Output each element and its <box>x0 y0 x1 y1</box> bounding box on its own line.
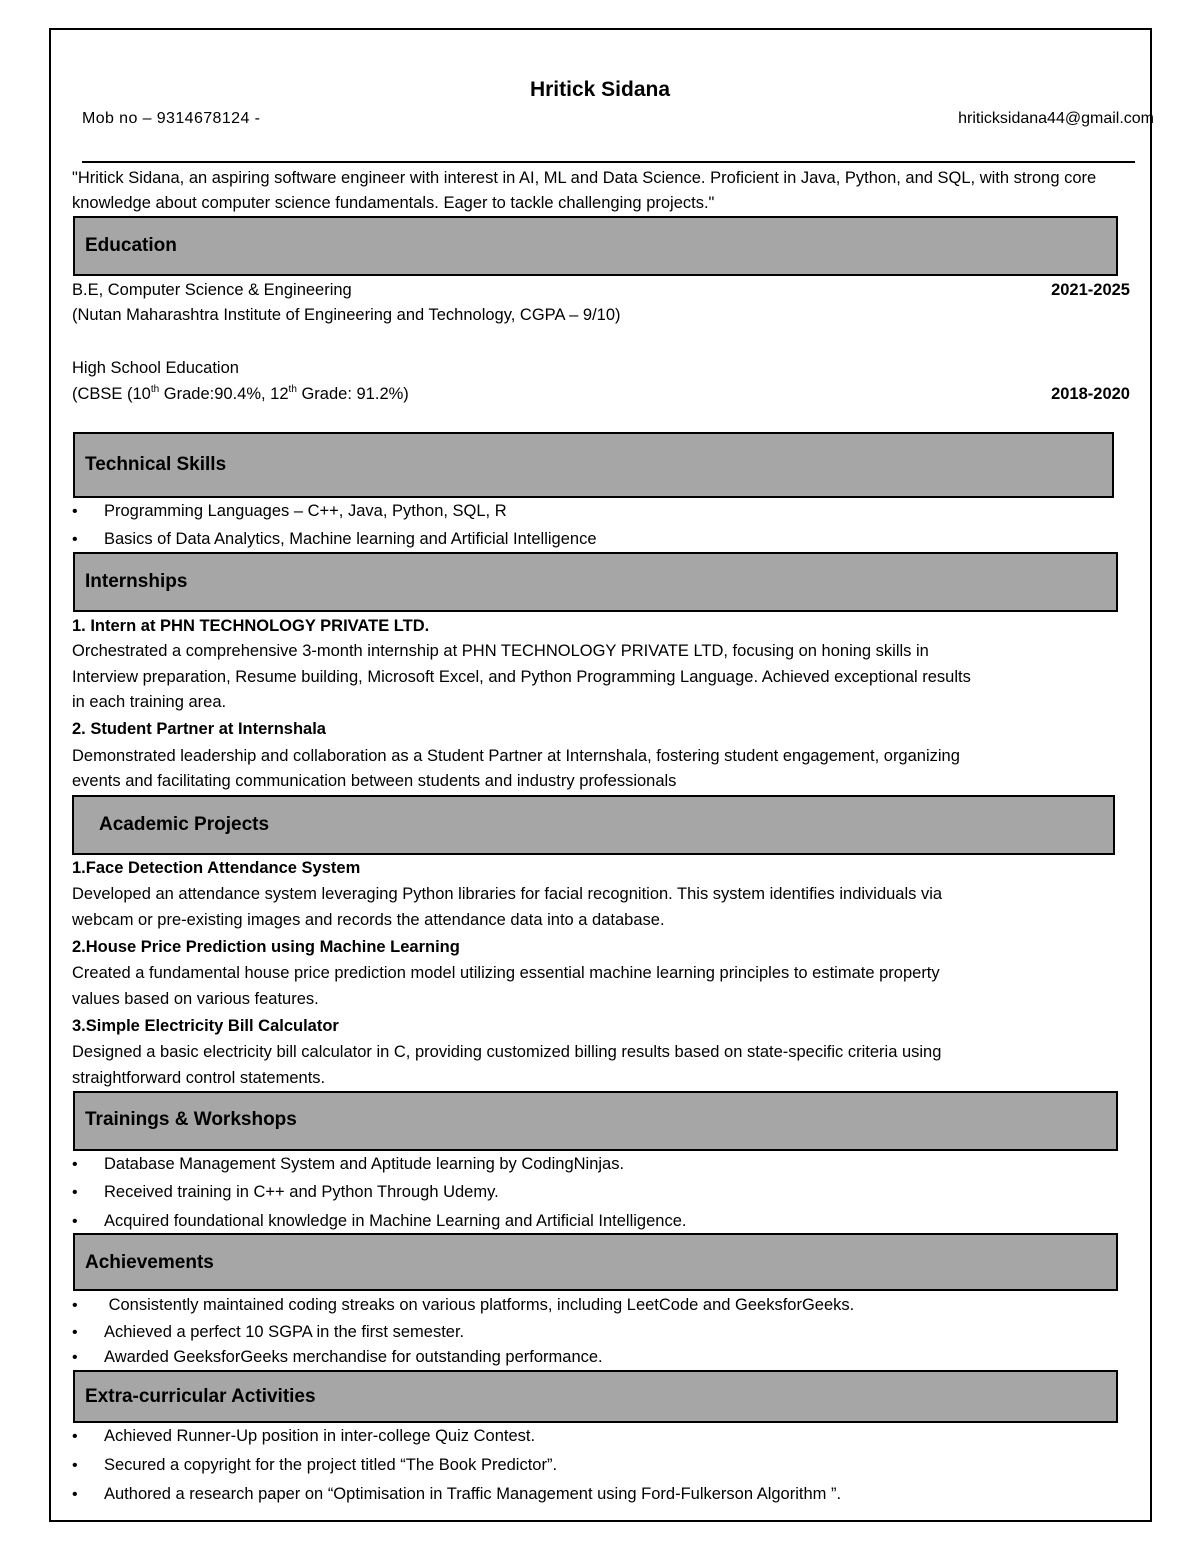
achievements-section-bar <box>73 1233 1118 1291</box>
bullet-icon: • <box>72 503 78 520</box>
bullet-icon: • <box>72 1428 78 1445</box>
list-item: Achieved Runner-Up position in inter-college Quiz Contest. <box>104 1427 536 1445</box>
project-heading: 1.Face Detection Attendance System <box>72 859 361 877</box>
project-heading: 3.Simple Electricity Bill Calculator <box>72 1017 339 1035</box>
trainings-title: Trainings & Workshops <box>85 1109 297 1130</box>
list-item: Acquired foundational knowledge in Machine Learning and Artificial Intelligence. <box>104 1212 687 1230</box>
internship-line: Demonstrated leadership and collaboration as a Student Partner at Internshala, fostering student engagement, organizing <box>72 747 960 765</box>
project-line: Designed a basic electricity bill calculator in C, providing customized billing results based on state-specific criteria using <box>72 1043 942 1061</box>
degree-name: B.E, Computer Science & Engineering <box>72 281 352 299</box>
list-item: Achieved a perfect 10 SGPA in the first semester. <box>104 1323 465 1341</box>
list-item: Basics of Data Analytics, Machine learning and Artificial Intelligence <box>104 530 597 548</box>
project-line: Developed an attendance system leveraging Python libraries for facial recognition. This system identifies individuals via <box>72 885 943 903</box>
bullet-icon: • <box>72 1486 78 1503</box>
email-address: hriticksidana44@gmail.com <box>958 110 1154 127</box>
projects-title: Academic Projects <box>99 814 270 835</box>
internship-heading: 1. Intern at PHN TECHNOLOGY PRIVATE LTD. <box>72 617 430 635</box>
list-item: Awarded GeeksforGeeks merchandise for outstanding performance. <box>104 1348 603 1366</box>
project-line: straightforward control statements. <box>72 1069 326 1087</box>
school-grades: (CBSE (10th Grade:90.4%, 12th Grade: 91.2%) <box>72 384 409 403</box>
project-line: Created a fundamental house price prediction model utilizing essential machine learning principles to estimate property <box>72 964 940 982</box>
bullet-icon: • <box>72 1349 78 1366</box>
list-item: Programming Languages – C++, Java, Python, SQL, R <box>104 502 507 520</box>
internship-line: events and facilitating communication between students and industry professionals <box>72 772 677 790</box>
education-title: Education <box>85 235 177 256</box>
bullet-icon: • <box>72 1297 78 1314</box>
profile-summary: "Hritick Sidana, an aspiring software engineer with interest in AI, ML and Data Science. Proficient in Java, Python, and SQL, with strong core knowledge about computer science fundamentals. Eager to tackle challenging projects." <box>72 169 1097 212</box>
internship-heading: 2. Student Partner at Internshala <box>72 720 326 738</box>
internship-line: in each training area. <box>72 693 227 711</box>
internships-section-bar <box>73 552 1118 612</box>
degree-institute: (Nutan Maharashtra Institute of Engineering and Technology, CGPA – 9/10) <box>72 306 621 324</box>
skills-title: Technical Skills <box>85 454 227 475</box>
bullet-icon: • <box>72 1213 78 1230</box>
internship-line: Orchestrated a comprehensive 3-month internship at PHN TECHNOLOGY PRIVATE LTD, focusing on honing skills in <box>72 642 929 660</box>
list-item: Consistently maintained coding streaks on various platforms, including LeetCode and GeeksforGeeks. <box>104 1296 855 1314</box>
bullet-icon: • <box>72 1324 78 1341</box>
school-name: High School Education <box>72 359 239 377</box>
extracurricular-title: Extra-curricular Activities <box>85 1386 316 1407</box>
list-item: Database Management System and Aptitude learning by CodingNinjas. <box>104 1155 625 1173</box>
school-years: 2018-2020 <box>1051 385 1130 403</box>
bullet-icon: • <box>72 531 78 548</box>
degree-years: 2021-2025 <box>1051 281 1130 299</box>
achievements-title: Achievements <box>85 1252 214 1273</box>
project-heading: 2.House Price Prediction using Machine Learning <box>72 938 460 956</box>
list-item: Received training in C++ and Python Through Udemy. <box>104 1183 499 1201</box>
candidate-name: Hritick Sidana <box>529 78 671 101</box>
list-item: Secured a copyright for the project titled “The Book Predictor”. <box>104 1456 558 1474</box>
list-item: Authored a research paper on “Optimisation in Traffic Management using Ford-Fulkerson Algorithm ”. <box>104 1485 842 1503</box>
bullet-icon: • <box>72 1184 78 1201</box>
bullet-icon: • <box>72 1457 78 1474</box>
education-section-bar <box>73 216 1118 276</box>
project-line: webcam or pre-existing images and records the attendance data into a database. <box>72 911 665 929</box>
skills-section-bar <box>73 432 1114 498</box>
internships-title: Internships <box>85 571 188 592</box>
project-line: values based on various features. <box>72 990 319 1008</box>
bullet-icon: • <box>72 1156 78 1173</box>
header-divider <box>82 161 1135 163</box>
internship-line: Interview preparation, Resume building, Microsoft Excel, and Python Programming Language. Achieved exceptional results <box>72 668 971 686</box>
mobile-number: Mob no – 9314678124 - <box>82 110 261 127</box>
